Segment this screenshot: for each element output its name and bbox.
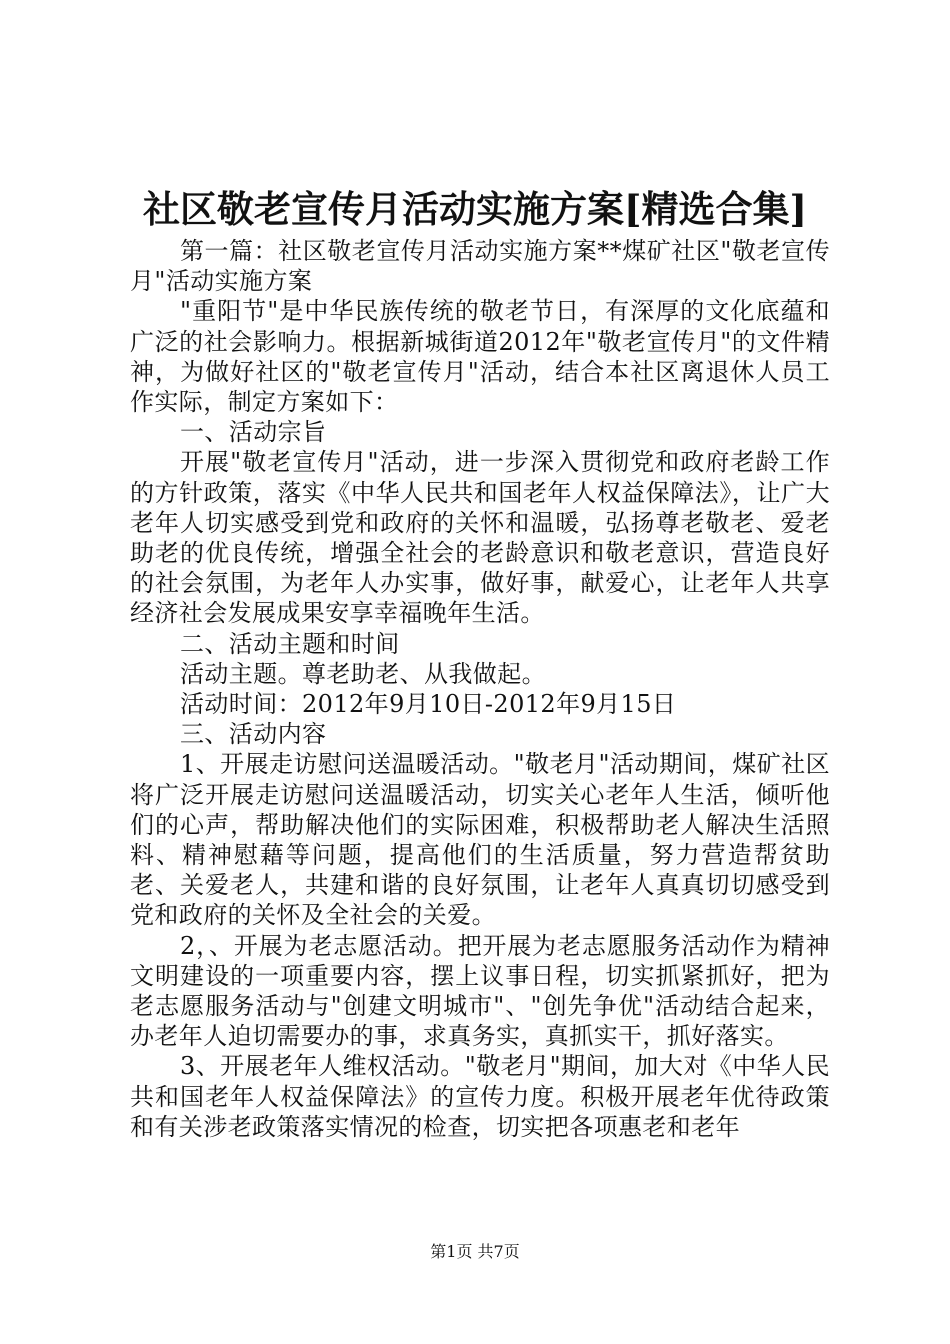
heading-theme-time: 二、活动主题和时间 xyxy=(180,629,400,658)
heading-purpose: 一、活动宗旨 xyxy=(180,418,327,447)
paragraph-item-1: 1、开展走访慰问送温暖活动。"敬老月"活动期间，煤矿社区将广泛开展走访慰问送温暖活动，切实关心老年人生活，倾听他们的心声，帮助解决他们的实际困难，积极帮助老人解决生活照料、精神慰藉等问题，提高他们的生活质量，努力营造帮贫助老、关爱老人，共建和谐的良好氛围，让老年人真真切切感受到党和政府的关怀及全社会的关爱。 xyxy=(130,750,830,930)
heading-content: 三、活动内容 xyxy=(180,720,327,749)
paragraph-theme: 活动主题。尊老助老、从我做起。 xyxy=(180,659,546,688)
document-body xyxy=(130,236,830,1142)
document-title: 社区敬老宣传月活动实施方案[精选合集] xyxy=(142,187,807,231)
paragraph-item-3: 3、开展老年人维权活动。"敬老月"期间，加大对《中华人民共和国老年人权益保障法》的宣传力度。积极开展老年优待政策和有关涉老政策落实情况的检查，切实把各项惠老和老年 xyxy=(130,1052,830,1141)
page-number-footer: 第1页 共7页 xyxy=(430,1242,520,1261)
paragraph-item-2: 2，、开展为老志愿活动。把开展为老志愿服务活动作为精神文明建设的一项重要内容，摆上议事日程，切实抓紧抓好，把为老志愿服务活动与"创建文明城市"、"创先争优"活动结合起来，办老年人迫切需要办的事，求真务实，真抓实干，抓好落实。 xyxy=(130,931,830,1051)
paragraph-time: 活动时间：2012年9月10日-2012年9月15日 xyxy=(180,690,677,719)
paragraph-background: "重阳节"是中华民族传统的敬老节日，有深厚的文化底蕴和广泛的社会影响力。根据新城街道2012年"敬老宣传月"的文件精神，为做好社区的"敬老宣传月"活动，结合本社区离退休人员工作实际，制定方案如下： xyxy=(130,297,830,417)
paragraph-purpose: 开展"敬老宣传月"活动，进一步深入贯彻党和政府老龄工作的方针政策，落实《中华人民共和国老年人权益保障法》，让广大老年人切实感受到党和政府的关怀和温暖，弘扬尊老敬老、爱老助老的优良传统，增强全社会的老龄意识和敬老意识，营造良好的社会氛围，为老年人办实事，做好事，献爱心，让老年人共享经济社会发展成果安享幸福晚年生活。 xyxy=(130,448,830,628)
paragraph-intro: 第一篇：社区敬老宣传月活动实施方案**煤矿社区"敬老宣传月"活动实施方案 xyxy=(130,237,830,296)
